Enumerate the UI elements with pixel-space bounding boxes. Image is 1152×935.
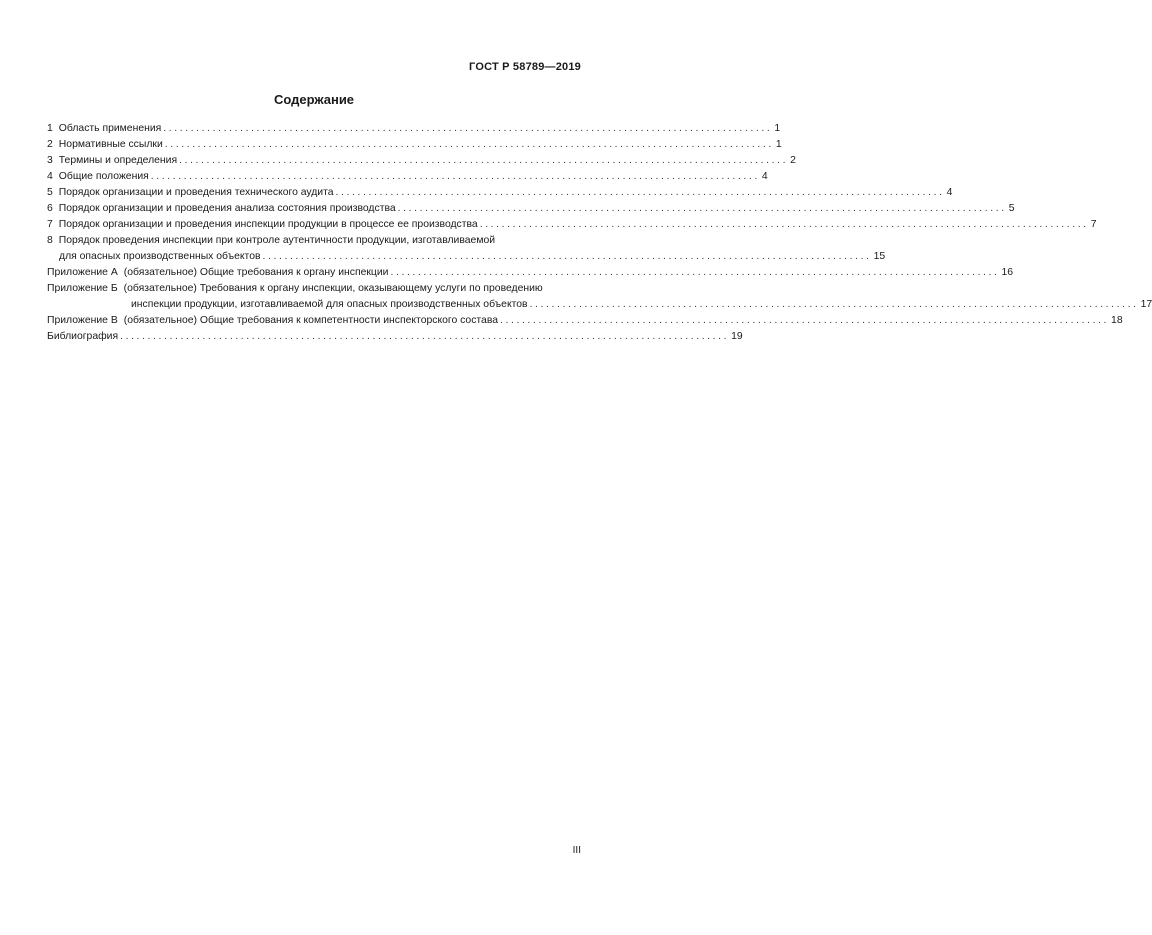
leader-dots: ............................................................................................................... (179, 155, 789, 166)
toc-entry-appendix-b[interactable] (47, 281, 1152, 313)
toc-text: Порядок организации и проведения анализа состояния производства (58, 203, 396, 214)
toc-entry[interactable] (47, 153, 796, 169)
toc-page: 4 (946, 187, 953, 198)
leader-dots: ............................................................................................................... (390, 267, 1000, 278)
toc-page: 1 (774, 123, 781, 134)
table-of-contents (47, 121, 1152, 345)
page-title: Содержание (273, 92, 355, 107)
leader-dots: ............................................................................................................... (164, 139, 774, 150)
toc-number: 4 (47, 171, 53, 182)
toc-text: Нормативные ссылки (58, 139, 163, 150)
toc-entry[interactable] (47, 201, 1015, 217)
leader-dots: ............................................................................................................... (479, 219, 1089, 230)
leader-dots: ............................................................................................................... (397, 203, 1007, 214)
toc-text: (обязательное) Общие требования к компетентности инспекторского состава (123, 315, 498, 326)
toc-page: 1 (775, 139, 782, 150)
toc-entry[interactable] (47, 137, 782, 153)
toc-text: Термины и определения (58, 155, 178, 166)
page-number: III (572, 845, 581, 856)
toc-page: 17 (1140, 299, 1152, 310)
toc-text: Общие положения (58, 171, 149, 182)
leader-dots: ............................................................................................................... (335, 187, 945, 198)
toc-page: 4 (761, 171, 768, 182)
toc-entry[interactable] (47, 121, 781, 137)
leader-dots: ............................................................................................................... (500, 315, 1110, 326)
toc-entry-appendix-a[interactable] (47, 265, 1014, 281)
toc-number: 5 (47, 187, 53, 198)
leader-dots: ............................................................................................................... (262, 251, 872, 262)
leader-dots: ............................................................................................................... (163, 123, 773, 134)
toc-page: 15 (873, 251, 886, 262)
toc-entry-appendix-v[interactable] (47, 313, 1123, 329)
toc-text: (обязательное) Общие требования к органу инспекции (123, 267, 389, 278)
toc-number: 2 (47, 139, 53, 150)
toc-page: 19 (731, 331, 743, 342)
toc-number: 6 (47, 203, 53, 214)
toc-text: Порядок организации и проведения инспекции продукции в процессе ее производства (58, 219, 478, 230)
toc-text: (обязательное) Требования к органу инспекции, оказывающему услуги по проведению (123, 283, 543, 294)
leader-dots: ............................................................................................................... (120, 331, 730, 342)
toc-number: Приложение В (47, 315, 118, 326)
toc-number: Приложение Б (47, 283, 118, 294)
toc-number: 8 (47, 235, 53, 246)
toc-text: Порядок организации и проведения технического аудита (58, 187, 334, 198)
toc-entry[interactable] (47, 169, 768, 185)
toc-number: Приложение А (47, 267, 118, 278)
toc-entry[interactable] (47, 233, 886, 265)
toc-entry[interactable] (47, 217, 1097, 233)
toc-page: 5 (1008, 203, 1015, 214)
toc-text-continued: инспекции продукции, изготавливаемой для опасных производственных объектов (131, 299, 528, 310)
toc-text-continued: для опасных производственных объектов (59, 251, 261, 262)
toc-text: Библиография (47, 331, 119, 342)
toc-number: 7 (47, 219, 53, 230)
toc-page: 7 (1090, 219, 1097, 230)
toc-page: 16 (1001, 267, 1014, 278)
toc-number: 1 (47, 123, 53, 134)
toc-entry[interactable] (47, 185, 953, 201)
toc-text: Порядок проведения инспекции при контроле аутентичности продукции, изготавливаемой (58, 235, 496, 246)
toc-number: 3 (47, 155, 53, 166)
leader-dots: ............................................................................................................... (150, 171, 760, 182)
toc-text: Область применения (58, 123, 162, 134)
leader-dots: ............................................................................................................... (529, 299, 1139, 310)
toc-entry-bibliography[interactable] (47, 329, 743, 345)
standard-code: ГОСТ Р 58789—2019 (469, 61, 581, 73)
toc-page: 2 (790, 155, 796, 166)
toc-page: 18 (1111, 315, 1123, 326)
